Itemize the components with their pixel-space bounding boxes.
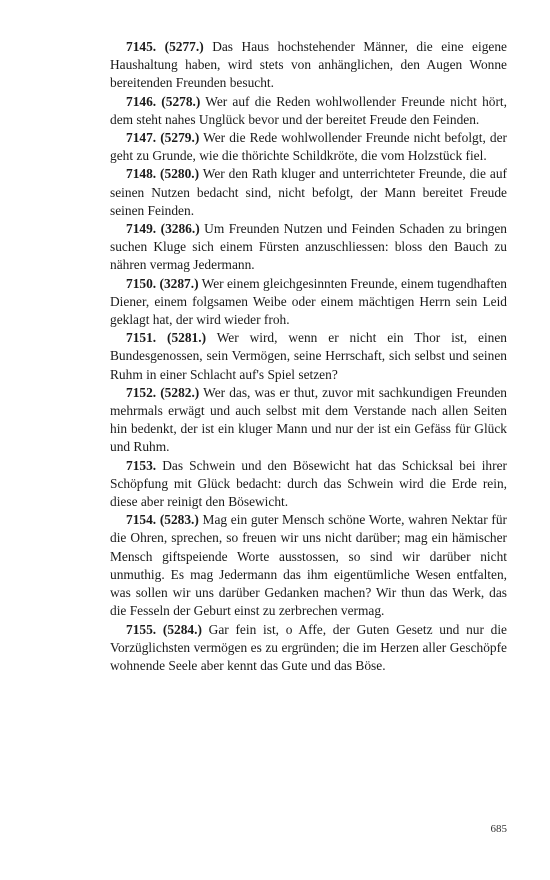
entry-number: 7149. (3286.) [126,221,200,237]
entry-7146 [110,93,507,129]
entry-7147 [110,129,507,165]
entry-text: Um Freunden Nutzen und Feinden Schaden zu bringen suchen Kluge sich einem Fürsten anzuschliessen: bloss den Bauch zu nähren vermag Jedermann. [110,221,507,273]
entry-text: Das Schwein und den Bösewicht hat das Schicksal bei ihrer Schöpfung mit Glück bedacht: durch das Schwein wird die Erde rein, diese aber reinigt den Bösewicht. [110,457,507,510]
entry-number: 7148. (5280.) [126,166,200,182]
entry-number: 7154. (5283.) [126,512,199,528]
entry-7145 [110,38,507,93]
entry-text: Wer die Rede wohlwollender Freunde nicht befolgt, der geht zu Grunde, wie die thörichte Schildkröte, die vom Holzstück fiel. [110,130,508,164]
entry-text: Wer das, was er thut, zuvor mit sachkundigen Freunden mehrmals erwägt und auch selbst mit dem Verstande nach allen Seiten hin bedenkt, der ist ein kluger Mann und nur der ist ein Gefäss für Glück und Ruhm. [110,384,507,455]
entry-number: 7151. (5281.) [126,330,207,346]
entry-number: 7146. (5278.) [126,93,201,109]
entry-7154 [110,511,507,620]
page-number: 685 [490,823,507,835]
entry-number: 7145. (5277.) [126,39,204,54]
entry-number: 7152. (5282.) [126,384,200,400]
entry-text: Wer den Rath kluger and unterrichteter Freunde, die auf seinen Nutzen bedacht sind, nicht befolgt, der Mann bereitet Freude seinen Feinden. [110,166,507,218]
page-body [110,38,507,675]
entry-number: 7153. [126,457,157,473]
entry-text: Wer auf die Reden wohlwollender Freunde nicht hört, dem steht nahes Unglück bevor und der bereitet Freude den Feinden. [110,93,507,127]
entry-text: Mag ein guter Mensch schöne Worte, wahren Nektar für die Ohren, sprechen, so freuen wir uns nicht darüber; mag ein hämischer Mensch giftspeiende Worte ausstossen, so sind wir darüber nicht unmuthig. Es mag Jedermann das ihm eigentümliche Wesen entfalten, was sollen wir uns darüber Gedanken machen? Wir thun das Werk, das die Fesseln der Geburt einst zu zerbrechen vermag. [110,512,507,619]
entry-7152 [110,384,507,457]
entry-7150 [110,275,507,330]
entry-7151 [110,329,507,384]
entry-number: 7150. (3287.) [126,275,199,291]
entry-7149 [110,220,507,275]
entry-7155 [110,621,507,676]
entry-7153 [110,457,507,512]
entry-text: Wer einem gleichgesinnten Freunde, einem tugendhaften Diener, einem folgsamen Weibe oder einem mächtigen Herrn sein Leid geklagt hat, der wird wieder froh. [110,275,507,328]
entry-7148 [110,165,507,220]
entry-number: 7155. (5284.) [126,621,202,637]
entry-text: Das Haus hochstehender Männer, die eine eigene Haushaltung haben, wird stets von anhänglichen, den Augen Wonne bereitenden Freunden besucht. [110,39,507,91]
entry-number: 7147. (5279.) [126,130,200,146]
entry-text: Wer wird, wenn er nicht ein Thor ist, einen Bundesgenossen, sein Vermögen, seine Herrschaft, sich selbst und seinen Ruhm in einer Schlacht auf's Spiel setzen? [110,330,508,382]
entry-text: Gar fein ist, o Affe, der Guten Gesetz und nur die Vorzüglichsten vermögen es zu ergründen; die im Herzen aller Geschöpfe wohnende Seele aber kennt das Gute und das Böse. [110,621,508,673]
